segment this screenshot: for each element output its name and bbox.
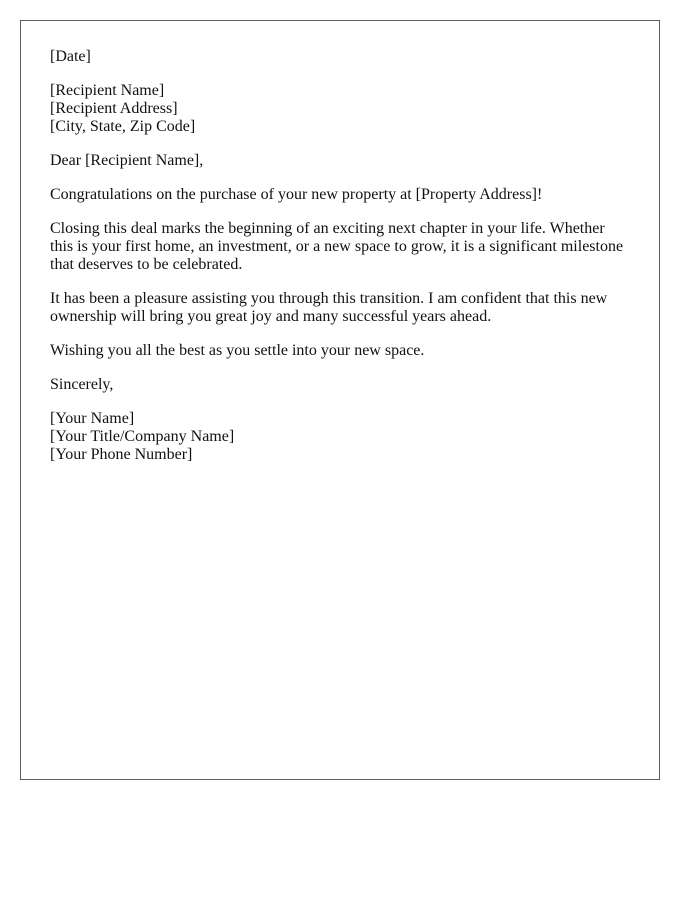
recipient-name: [Recipient Name] [50,82,165,99]
closing: Sincerely, [50,376,114,393]
salutation: Dear [Recipient Name], [50,152,204,169]
sender-title-company: [Your Title/Company Name] [50,428,235,445]
body-paragraph-1: Congratulations on the purchase of your new property at [Property Address]! [50,186,543,203]
body-paragraph-3: It has been a pleasure assisting you through this transition. I am confident that this new ownership will bring you great joy and many successful years ahead. [50,290,608,325]
body-paragraph-4: Wishing you all the best as you settle into your new space. [50,342,425,359]
sender-name: [Your Name] [50,410,135,427]
letter-date: [Date] [50,48,91,65]
sender-signature-block [50,410,630,464]
recipient-city-state-zip: [City, State, Zip Code] [50,118,196,135]
recipient-address: [Recipient Address] [50,100,178,117]
date-block [50,48,630,66]
sender-phone: [Your Phone Number] [50,446,193,463]
recipient-address-block [50,82,630,136]
letter-page [20,20,660,780]
body-paragraph-2: Closing this deal marks the beginning of an exciting next chapter in your life. Whether this is your first home, an investment, or a new space to grow, it is a significant milestone that deserves to be celebrated. [50,220,624,273]
